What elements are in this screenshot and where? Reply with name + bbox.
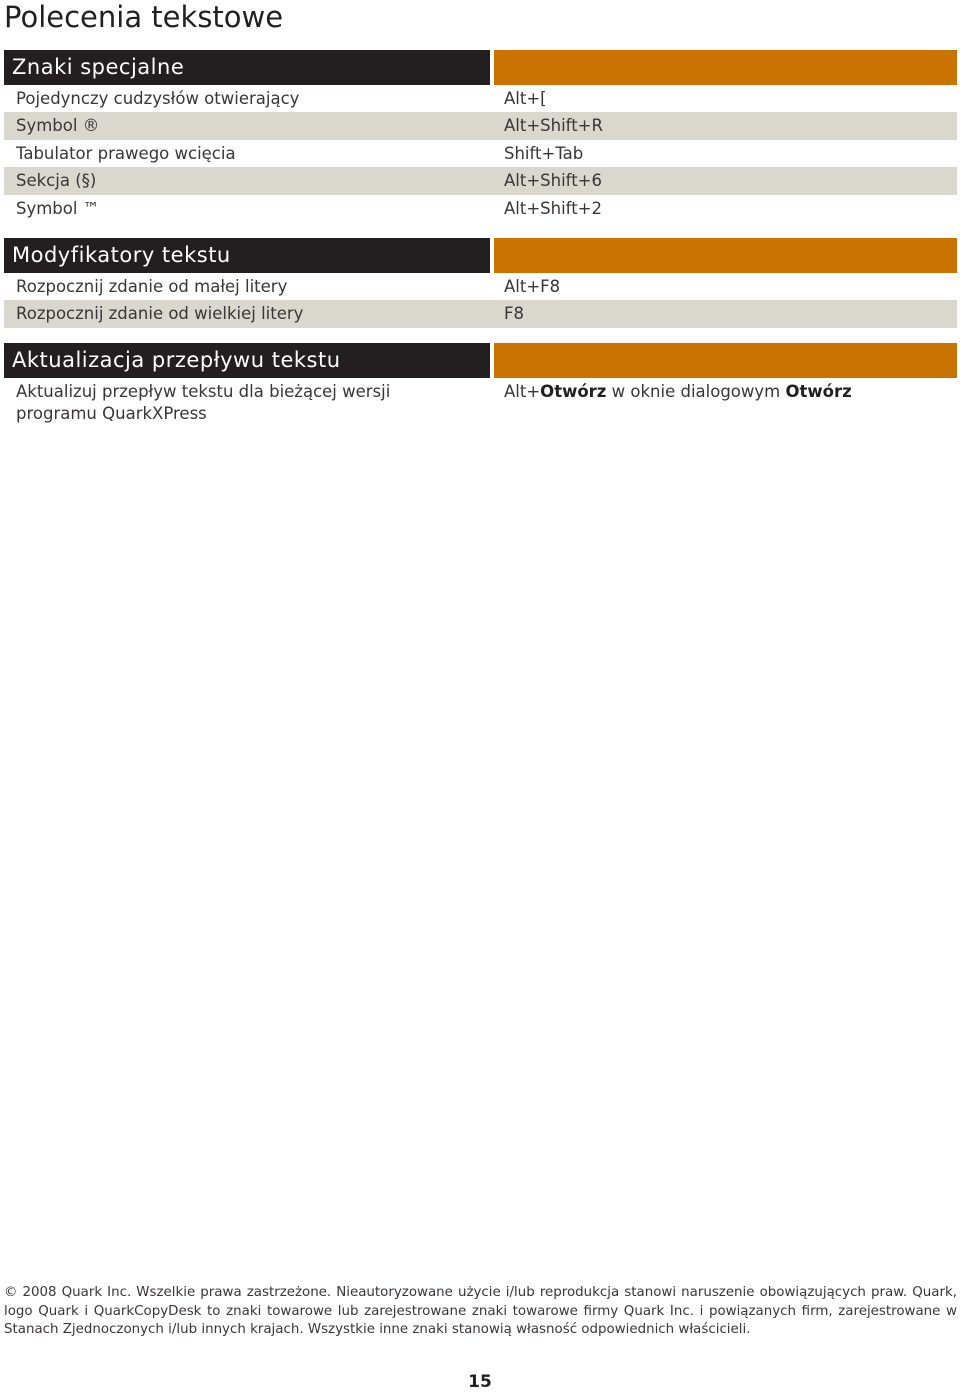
shortcut-row [4,195,957,222]
legal-notice: © 2008 Quark Inc. Wszelkie prawa zastrzeżone. Nieautoryzowane użycie i/lub reprodukcja stanowi naruszenie obowiązujących praw. Quark, logo Quark i QuarkCopyDesk to znaki towarowe lub zarejestrowane znaki towarowe firmy Quark Inc. i powiązanych firm, zarejestrowane w Stanach Zjednoczonych i/lub innych krajach. Wszystkie inne znaki stanowią własność odpowiednich właścicieli. [4,1285,957,1337]
section-accent-bar [494,50,957,85]
command-label: Rozpocznij zdanie od wielkiej litery [16,304,304,324]
command-label: Pojedynczy cudzysłów otwierający [16,89,300,108]
shortcut-row [4,378,957,425]
shortcut-keys: Alt+[ [504,89,547,108]
command-label: Sekcja (§) [16,171,97,191]
shortcut-row [4,85,957,112]
shortcut-keys: Shift+Tab [504,143,584,163]
section-text-modifiers [4,238,957,328]
section-text-flow-update [4,343,957,425]
section-header [4,50,957,85]
section-accent-bar [494,238,957,273]
section-header [4,343,957,378]
command-label: Rozpocznij zdanie od małej litery [16,277,288,296]
section-accent-bar [494,343,957,378]
section-heading: Znaki specjalne [4,50,490,85]
section-header [4,238,957,273]
command-label: Symbol ® [16,116,100,136]
command-label: Symbol ™ [16,198,100,218]
command-label: Aktualizuj przepływ tekstu dla bieżącej wersji programu QuarkXPress [16,382,391,423]
shortcut-row [4,300,957,327]
shortcut-keys: Alt+Shift+2 [504,198,602,218]
shortcut-keys: Alt+Shift+R [504,116,603,136]
shortcut-keys: Alt+Otwórz w oknie dialogowym Otwórz [504,382,852,401]
dialog-name: Otwórz [785,382,852,401]
shortcut-row [4,167,957,194]
dialog-name: Otwórz [540,382,607,401]
section-special-characters [4,50,957,222]
shortcut-row [4,140,957,167]
command-label: Tabulator prawego wcięcia [16,143,236,163]
section-heading: Aktualizacja przepływu tekstu [4,343,490,378]
shortcut-row [4,112,957,139]
section-heading: Modyfikatory tekstu [4,238,490,273]
page-title: Polecenia tekstowe [4,0,284,34]
page-number: 15 [468,1372,492,1392]
shortcut-keys: Alt+F8 [504,277,561,296]
shortcut-row [4,273,957,300]
shortcut-keys: F8 [504,304,524,324]
shortcut-keys: Alt+Shift+6 [504,171,602,191]
